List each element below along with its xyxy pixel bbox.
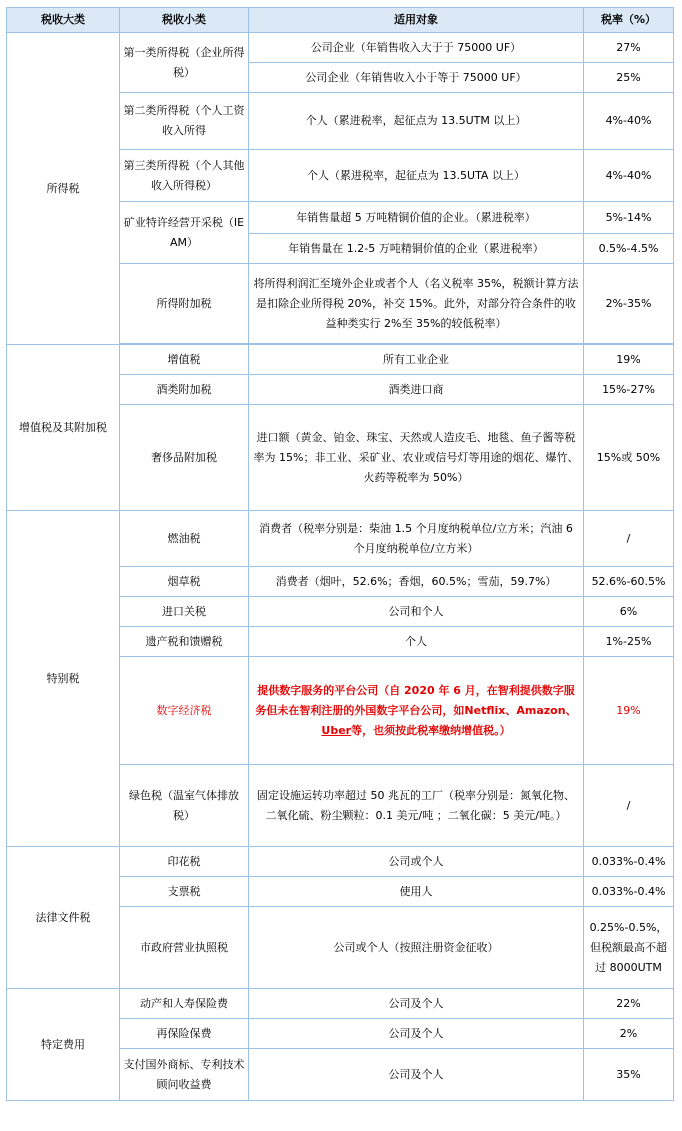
- category-legal: 法律文件税: [7, 847, 120, 989]
- digital-netflix: Netflix: [464, 703, 506, 717]
- rate-cell: 0.033%-0.4%: [584, 847, 674, 877]
- rate-cell: 22%: [584, 989, 674, 1019]
- target-cell: 公司及个人: [249, 1019, 584, 1049]
- table-row: [7, 33, 674, 63]
- target-cell: 公司及个人: [249, 989, 584, 1019]
- subcategory-stamp: 印花税: [120, 847, 249, 877]
- target-cell: 使用人: [249, 877, 584, 907]
- rate-cell: 5%-14%: [584, 202, 674, 234]
- target-cell: 公司及个人: [249, 1049, 584, 1101]
- rate-cell: 25%: [584, 63, 674, 93]
- category-fees: 特定费用: [7, 989, 120, 1101]
- target-cell: 年销售量超 5 万吨精铜价值的企业。（累进税率）: [249, 202, 584, 234]
- target-cell: 公司或个人（按照注册资金征收）: [249, 907, 584, 989]
- category-special: 特别税: [7, 511, 120, 847]
- rate-cell: 4%-40%: [584, 93, 674, 150]
- table-row: [7, 345, 674, 375]
- rate-cell: 19%: [584, 657, 674, 765]
- table-row: [7, 511, 674, 567]
- subcategory-vat: 增值税: [120, 345, 249, 375]
- rate-cell: 15%或 50%: [584, 405, 674, 511]
- target-cell: 消费者（税率分别是：柴油 1.5 个月度纳税单位/立方米；汽油 6 个月度纳税单位/立方米）: [249, 511, 584, 567]
- rate-cell: 15%-27%: [584, 375, 674, 405]
- rate-cell: /: [584, 511, 674, 567]
- target-cell: 公司企业（年销售收入小于等于 75000 UF）: [249, 63, 584, 93]
- subcategory-liquor: 酒类附加税: [120, 375, 249, 405]
- subcategory-first-class: 第一类所得税（企业所得税）: [120, 33, 249, 93]
- digital-target-part2: 等，也须按此税率缴纳增值税。）: [351, 723, 511, 737]
- subcategory-reinsurance: 再保险保费: [120, 1019, 249, 1049]
- target-cell: 公司企业（年销售收入大于于 75000 UF）: [249, 33, 584, 63]
- rate-cell: 0.5%-4.5%: [584, 234, 674, 264]
- rate-cell: /: [584, 765, 674, 847]
- subcategory-insurance: 动产和人寿保险费: [120, 989, 249, 1019]
- target-cell: 消费者（烟叶，52.6%；香烟，60.5%；雪茄，59.7%）: [249, 567, 584, 597]
- target-cell: 固定设施运转功率超过 50 兆瓦的工厂（税率分别是：氮氧化物、二氧化硫、粉尘颗粒：0.1 美元/吨 ；二氧化碳：5 美元/吨。）: [249, 765, 584, 847]
- rate-cell: 27%: [584, 33, 674, 63]
- subcategory-luxury: 奢侈品附加税: [120, 405, 249, 511]
- target-cell-digital: [249, 657, 584, 765]
- rate-cell: 0.25%-0.5%，但税额最高不超过 8000UTM: [584, 907, 674, 989]
- subcategory-second-class: 第二类所得税（个人工资收入所得: [120, 93, 249, 150]
- digital-sep2: 、: [565, 703, 577, 717]
- rate-cell: 0.033%-0.4%: [584, 877, 674, 907]
- rate-cell: 1%-25%: [584, 627, 674, 657]
- target-cell: 所有工业企业: [249, 345, 584, 375]
- rate-cell: 35%: [584, 1049, 674, 1101]
- target-cell: 进口额（黄金、铂金、珠宝、天然或人造皮毛、地毯、鱼子酱等税率为 15%；非工业、采矿业、农业或信号灯等用途的烟花、爆竹、火药等税率为 50%）: [249, 405, 584, 511]
- target-cell: 个人（累进税率，起征点为 13.5UTA 以上）: [249, 150, 584, 202]
- rate-cell: 2%: [584, 1019, 674, 1049]
- subcategory-fuel: 燃油税: [120, 511, 249, 567]
- target-cell: 年销售量在 1.2-5 万吨精铜价值的企业（累进税率）: [249, 234, 584, 264]
- target-cell: 公司和个人: [249, 597, 584, 627]
- subcategory-royalty: 支付国外商标、专利技术顾问收益费: [120, 1049, 249, 1101]
- table-row: [7, 847, 674, 877]
- tax-table: [6, 7, 674, 1101]
- subcategory-estate: 遗产税和馈赠税: [120, 627, 249, 657]
- header-subcategory: 税收小类: [120, 8, 249, 33]
- digital-amazon: Amazon: [516, 703, 566, 717]
- table-row: [7, 989, 674, 1019]
- subcategory-tobacco: 烟草税: [120, 567, 249, 597]
- target-cell: 将所得利润汇至境外企业或者个人（名义税率 35%，税额计算方法是扣除企业所得税 20%，补交 15%。此外，对部分符合条件的收益种类实行 2%至 35%的较低税率）: [249, 264, 584, 344]
- header-target: 适用对象: [249, 8, 584, 33]
- rate-cell: 4%-40%: [584, 150, 674, 202]
- rate-cell: 52.6%-60.5%: [584, 567, 674, 597]
- rate-cell: 19%: [584, 345, 674, 375]
- target-cell: 酒类进口商: [249, 375, 584, 405]
- subcategory-license: 市政府营业执照税: [120, 907, 249, 989]
- digital-sep1: 、: [505, 703, 517, 717]
- subcategory-digital: 数字经济税: [120, 657, 249, 765]
- subcategory-surtax: 所得附加税: [120, 264, 249, 344]
- subcategory-green: 绿色税（温室气体排放税）: [120, 765, 249, 847]
- subcategory-import: 进口关税: [120, 597, 249, 627]
- subcategory-third-class: 第三类所得税（个人其他收入所得税）: [120, 150, 249, 202]
- subcategory-check: 支票税: [120, 877, 249, 907]
- target-cell: 公司或个人: [249, 847, 584, 877]
- digital-uber: Uber: [321, 723, 352, 737]
- header-rate: 税率（%）: [584, 8, 674, 33]
- subcategory-mining: 矿业特许经营开采税（IEAM）: [120, 202, 249, 264]
- header-category: 税收大类: [7, 8, 120, 33]
- digital-target-part1: 提供数字服务的平台公司（自 2020 年 6 月，在智利提供数字服务但未在智利注册的外国数字平台公司，如: [255, 683, 575, 717]
- rate-cell: 6%: [584, 597, 674, 627]
- target-cell: 个人: [249, 627, 584, 657]
- target-cell: 个人（累进税率，起征点为 13.5UTM 以上）: [249, 93, 584, 150]
- category-vat: 增值税及其附加税: [7, 345, 120, 511]
- header-row: [7, 8, 674, 33]
- category-income: 所得税: [7, 33, 120, 345]
- rate-cell: 2%-35%: [584, 264, 674, 344]
